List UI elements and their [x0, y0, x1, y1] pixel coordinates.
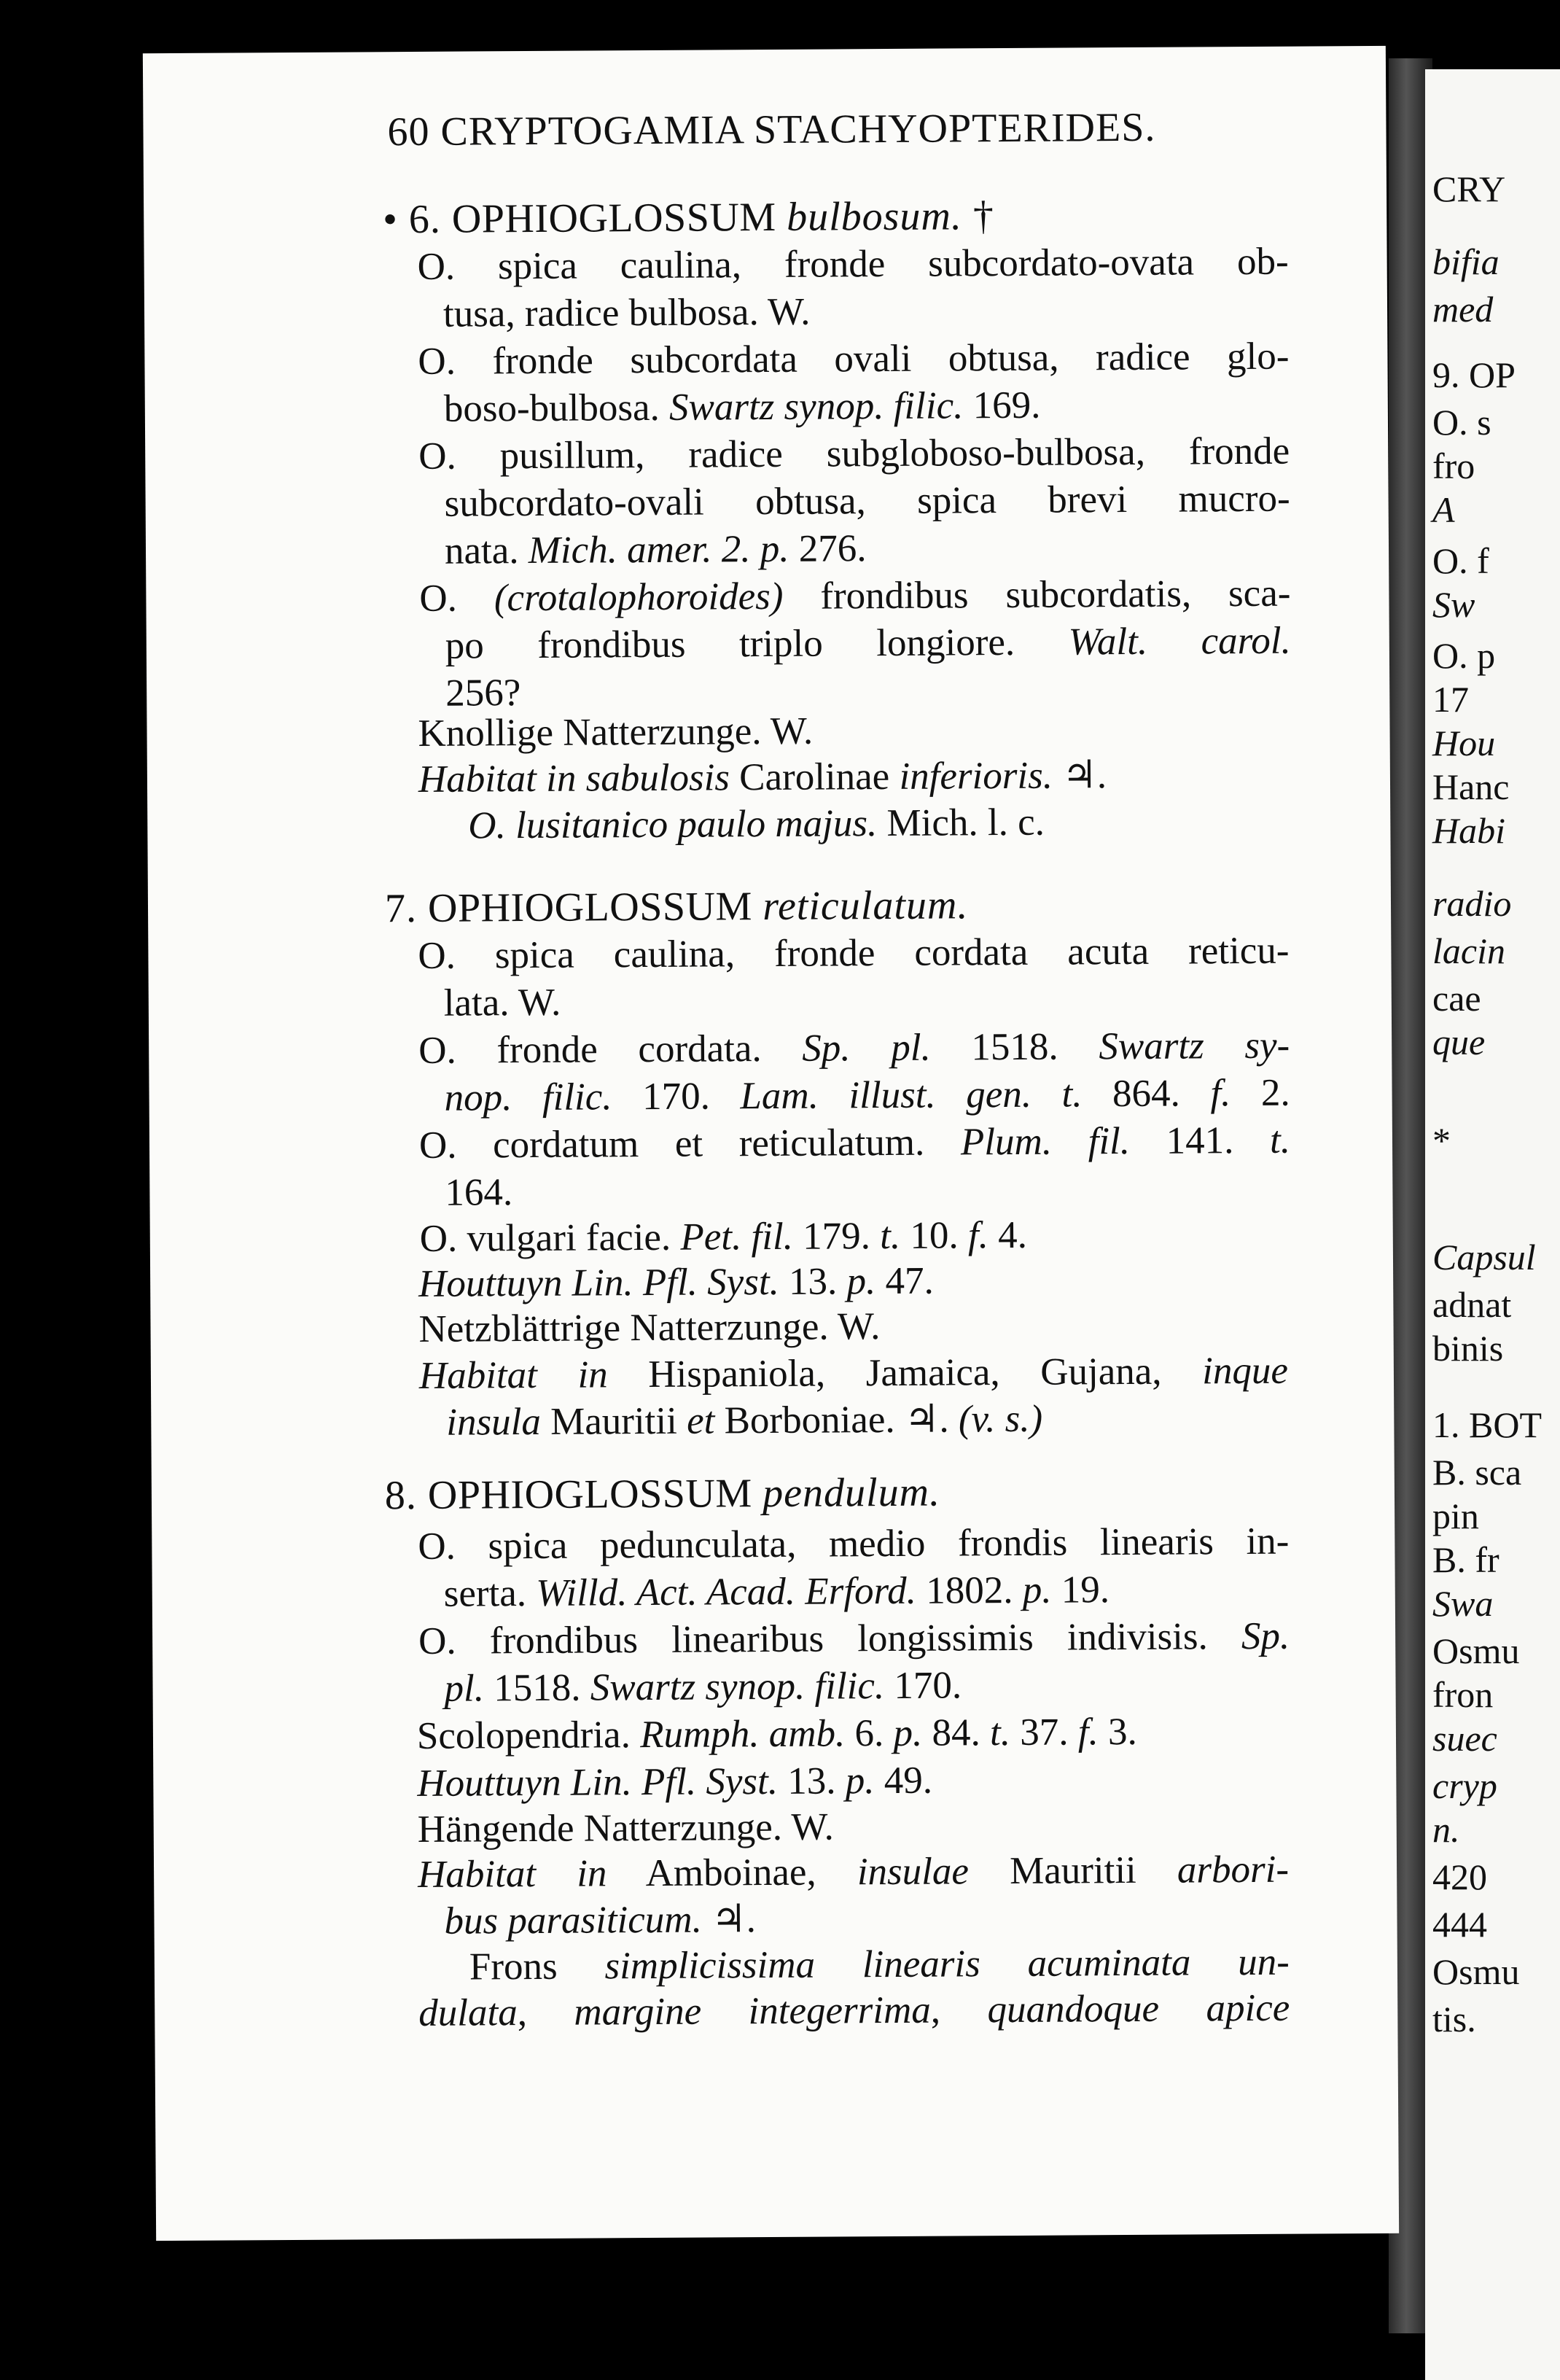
roman-text: O. spica caulina, fronde subcordato-ovata ob-	[417, 240, 1289, 288]
text-line	[468, 801, 1045, 848]
roman-text: Scolopendria.	[416, 1714, 641, 1757]
text-line	[418, 429, 1290, 478]
text-line	[417, 1710, 1137, 1758]
roman-text: Netzblättrige Natterzunge. W.	[418, 1305, 881, 1350]
text-line	[469, 1940, 1290, 1989]
roman-text: 37.	[1010, 1711, 1078, 1754]
species-number: 8.	[384, 1472, 429, 1519]
roman-text: 49.	[874, 1759, 933, 1802]
italic-text: arbori-	[1177, 1848, 1290, 1891]
italic-text: f.	[1210, 1072, 1231, 1115]
roman-text: 3.	[1098, 1710, 1137, 1754]
adjacent-page-fragment: lacin	[1432, 930, 1505, 971]
asterisk-marker: •	[383, 197, 410, 243]
roman-text: serta.	[443, 1571, 537, 1615]
adjacent-page-fragment: B. sca	[1432, 1452, 1522, 1493]
dagger-mark: †	[962, 193, 995, 239]
roman-text: O. frondibus linearibus longissimis indivisis.	[418, 1615, 1242, 1662]
roman-text: 6.	[845, 1711, 894, 1755]
text-line	[418, 709, 813, 755]
italic-text: Rumph. amb.	[639, 1712, 846, 1757]
roman-text: O. spica caulina, fronde cordata acuta reticu-	[418, 929, 1290, 977]
italic-text: Houttuyn Lin. Pfl. Syst.	[418, 1260, 779, 1305]
roman-text: 276.	[789, 527, 867, 570]
adjacent-page-fragment: 17	[1432, 679, 1469, 720]
text-line	[419, 1349, 1288, 1398]
roman-text: Borboniae. ♃.	[714, 1398, 959, 1442]
italic-text: p.	[1022, 1568, 1052, 1611]
roman-text: 19.	[1051, 1568, 1110, 1611]
running-head	[387, 106, 1155, 154]
roman-text: O. vulgari facie.	[419, 1216, 681, 1260]
italic-text: Willd. Act. Acad. Erford.	[536, 1569, 917, 1614]
text-line	[418, 1024, 1290, 1073]
roman-text: 13.	[777, 1759, 846, 1802]
running-title: CRYPTOGAMIA STACHYOPTERIDES.	[440, 104, 1156, 155]
adjacent-page-fragment: 444	[1432, 1904, 1487, 1945]
roman-text: Mich. l. c.	[877, 801, 1045, 845]
roman-text: Mauritii	[968, 1848, 1178, 1893]
adjacent-page-fragment: B. fr	[1432, 1539, 1499, 1580]
roman-text: 10.	[900, 1214, 969, 1257]
italic-text: Lam. illust. gen. t.	[740, 1073, 1083, 1118]
text-line	[444, 981, 561, 1025]
adjacent-page-fragment: med	[1432, 289, 1494, 330]
text-line	[418, 1520, 1289, 1568]
text-line	[418, 1304, 880, 1351]
adjacent-page-fragment: cae	[1432, 978, 1481, 1019]
adjacent-page-fragment: Capsul	[1432, 1237, 1536, 1278]
text-line	[419, 572, 1290, 621]
adjacent-page-fragment: suec	[1432, 1718, 1497, 1759]
roman-text: Knollige Natterzunge. W.	[418, 709, 814, 755]
text-line	[419, 1119, 1290, 1167]
italic-text: insula	[446, 1400, 542, 1444]
species-epithet: bulbosum.	[786, 193, 963, 240]
italic-text: insulae	[857, 1850, 970, 1894]
roman-text: O. fronde subcordata ovali obtusa, radice glo-	[418, 335, 1290, 383]
adjacent-page-fragment: binis	[1432, 1328, 1504, 1369]
adjacent-page-fragment: Osmu	[1432, 1951, 1520, 1992]
roman-text: 164.	[445, 1171, 513, 1214]
text-line	[444, 477, 1290, 526]
italic-text: nop. filic.	[444, 1076, 612, 1119]
text-line	[418, 1986, 1290, 2035]
italic-text: quandoque apice	[987, 1986, 1290, 2031]
italic-text: bus parasiticum.	[444, 1898, 703, 1942]
roman-text: 1518.	[483, 1666, 590, 1710]
text-line	[444, 1897, 756, 1943]
adjacent-page-fragment: fron	[1432, 1674, 1494, 1715]
roman-text: 141.	[1129, 1119, 1271, 1162]
roman-text: 169.	[963, 384, 1041, 427]
book-page	[143, 46, 1399, 2241]
text-line	[417, 1759, 932, 1805]
text-line	[444, 1663, 962, 1710]
italic-text: Sp.	[1241, 1614, 1290, 1658]
roman-text: 2.	[1231, 1071, 1290, 1115]
italic-text: O. lusitanico paulo majus.	[468, 802, 878, 847]
roman-text: Carolinae	[729, 755, 900, 799]
text-line	[443, 290, 811, 336]
roman-text: boso-bulbosa.	[443, 386, 670, 430]
italic-text: et	[686, 1399, 715, 1442]
roman-text: Hängende Natterzunge. W.	[417, 1805, 834, 1851]
italic-text: Habitat in	[418, 1353, 608, 1397]
species-number: 6.	[408, 196, 453, 243]
adjacent-page-fragment: adnat	[1432, 1284, 1512, 1325]
roman-text: 170.	[884, 1664, 962, 1708]
species-heading	[385, 1471, 940, 1518]
text-line	[445, 1170, 512, 1215]
roman-text: O. cordatum et reticulatum.	[418, 1121, 962, 1167]
italic-text: Pet. fil.	[680, 1215, 794, 1259]
adjacent-page-fragment: Hanc	[1432, 766, 1510, 807]
italic-text: t.	[880, 1214, 901, 1258]
roman-text: ♃.	[701, 1898, 757, 1941]
roman-text: frondibus subcordatis, sca-	[783, 572, 1291, 618]
text-line	[446, 1397, 1042, 1444]
text-line	[444, 1568, 1110, 1616]
roman-text: 1802.	[916, 1568, 1023, 1612]
roman-text: po frondibus triplo longiore.	[445, 621, 1069, 667]
roman-text: O.	[419, 577, 495, 620]
roman-text: 256?	[445, 672, 521, 715]
text-line	[418, 1259, 934, 1306]
roman-text: O. pusillum, radice subgloboso-bulbosa, fronde	[418, 429, 1290, 478]
italic-text: (crotalophoroides)	[494, 575, 784, 620]
italic-text: f.	[1077, 1711, 1099, 1754]
page-text	[143, 46, 1399, 2241]
adjacent-page-fragment: Swa	[1432, 1583, 1494, 1624]
roman-text: 47.	[875, 1259, 934, 1303]
species-number: 7.	[384, 885, 429, 932]
roman-text: Mauritii	[540, 1399, 687, 1443]
adjacent-page-fragment: fro	[1432, 446, 1475, 486]
roman-text: tusa, radice bulbosa. W.	[442, 290, 811, 335]
italic-text: Mich. amer. 2. p.	[528, 527, 789, 572]
roman-text: 1518.	[930, 1025, 1099, 1069]
adjacent-page-fragment: A	[1432, 489, 1455, 530]
genus-name: OPHIOGLOSSUM	[451, 194, 787, 242]
italic-text: p.	[845, 1759, 875, 1802]
italic-text: Habitat in	[417, 1852, 607, 1896]
adjacent-page-fragment: cryp	[1432, 1765, 1497, 1806]
roman-text: ♃.	[1052, 754, 1107, 797]
text-line	[418, 1614, 1290, 1663]
adjacent-page-fragment: Osmu	[1432, 1630, 1520, 1671]
adjacent-page-fragment: Hou	[1432, 723, 1496, 763]
italic-text: inferioris.	[899, 754, 1053, 798]
adjacent-page-fragment: O. f	[1432, 540, 1489, 581]
species-heading	[383, 194, 994, 241]
adjacent-page-fragment: O. s	[1432, 402, 1491, 443]
italic-text: p.	[846, 1260, 876, 1303]
species-epithet: pendulum.	[762, 1469, 941, 1517]
adjacent-page-fragment: pin	[1432, 1496, 1479, 1536]
adjacent-page-fragment: CRY	[1432, 168, 1506, 209]
page-number: 60	[387, 109, 430, 155]
italic-text: Swartz sy-	[1099, 1024, 1290, 1068]
adjacent-page-fragment: Habi	[1432, 810, 1505, 851]
adjacent-page-fragment: O. p	[1432, 635, 1496, 676]
italic-text: Plum. fil.	[960, 1119, 1131, 1164]
italic-text: Walt. carol.	[1068, 619, 1291, 664]
italic-text: margine integerrima	[574, 1988, 931, 2034]
text-line	[418, 1848, 1289, 1897]
italic-text: Swartz synop. filic.	[668, 384, 964, 429]
genus-name: OPHIOGLOSSUM	[427, 884, 763, 931]
text-line	[444, 384, 1041, 431]
roman-text: ,	[930, 1988, 988, 2031]
adjacent-page-fragment: *	[1432, 1120, 1451, 1161]
species-heading	[385, 883, 969, 930]
roman-text: lata. W.	[443, 981, 561, 1024]
text-line	[444, 1071, 1290, 1120]
italic-text: inque	[1201, 1349, 1289, 1393]
adjacent-page-fragment: bifia	[1432, 241, 1499, 282]
roman-text: 179.	[792, 1215, 881, 1258]
italic-text: simplicissima linearis acuminata un-	[604, 1940, 1290, 1988]
italic-text: Swartz synop. filic.	[590, 1665, 885, 1709]
adjacent-page-fragment: tis.	[1432, 1999, 1476, 2039]
species-epithet: reticulatum.	[763, 882, 969, 930]
roman-text: Amboinae,	[607, 1851, 858, 1895]
roman-text: subcordato-ovali obtusa, spica brevi mucro-	[444, 477, 1290, 525]
italic-text: p.	[893, 1711, 923, 1754]
italic-text: Houttuyn Lin. Pfl. Syst.	[417, 1759, 779, 1805]
adjacent-page-fragment: radio	[1432, 883, 1512, 924]
roman-text: Frons	[469, 1945, 605, 1988]
roman-text: 864.	[1082, 1072, 1211, 1116]
italic-text: Sp. pl.	[802, 1026, 931, 1070]
italic-text: pl.	[444, 1667, 485, 1710]
adjacent-page-fragment: 1. BOT	[1432, 1404, 1542, 1445]
italic-text: dulata	[418, 1991, 518, 2034]
genus-name: OPHIOGLOSSUM	[427, 1471, 763, 1518]
text-line	[445, 526, 867, 573]
roman-text: ,	[517, 1991, 574, 2034]
text-line	[445, 619, 1291, 668]
adjacent-page-fragment: Sw	[1432, 584, 1475, 625]
roman-text: 4.	[988, 1213, 1028, 1257]
text-line	[418, 1805, 834, 1851]
roman-text: 84.	[922, 1711, 991, 1754]
italic-text: (v. s.)	[958, 1397, 1043, 1441]
roman-text: Hispaniola, Jamaica, Gujana,	[607, 1350, 1203, 1396]
roman-text: O. spica pedunculata, medio frondis linearis in-	[418, 1520, 1290, 1568]
adjacent-page-fragment: que	[1432, 1022, 1486, 1062]
roman-text: 170.	[612, 1075, 741, 1119]
roman-text: nata.	[444, 529, 529, 572]
italic-text: t.	[1269, 1119, 1291, 1162]
adjacent-page-fragment: 420	[1432, 1856, 1487, 1897]
text-line	[417, 240, 1288, 289]
adjacent-page-edge	[1425, 69, 1560, 2380]
roman-text: O. fronde cordata.	[418, 1027, 803, 1072]
text-line	[445, 671, 520, 715]
adjacent-page-fragment: 9. OP	[1432, 354, 1516, 395]
adjacent-page-fragment: n.	[1432, 1809, 1460, 1850]
italic-text: f.	[967, 1214, 989, 1257]
text-line	[418, 335, 1289, 384]
roman-text: 13.	[779, 1260, 847, 1303]
italic-text: t.	[989, 1711, 1011, 1754]
text-line	[420, 1213, 1027, 1261]
text-line	[418, 929, 1289, 978]
text-line	[418, 753, 1107, 801]
italic-text: Habitat in sabulosis	[418, 756, 730, 801]
